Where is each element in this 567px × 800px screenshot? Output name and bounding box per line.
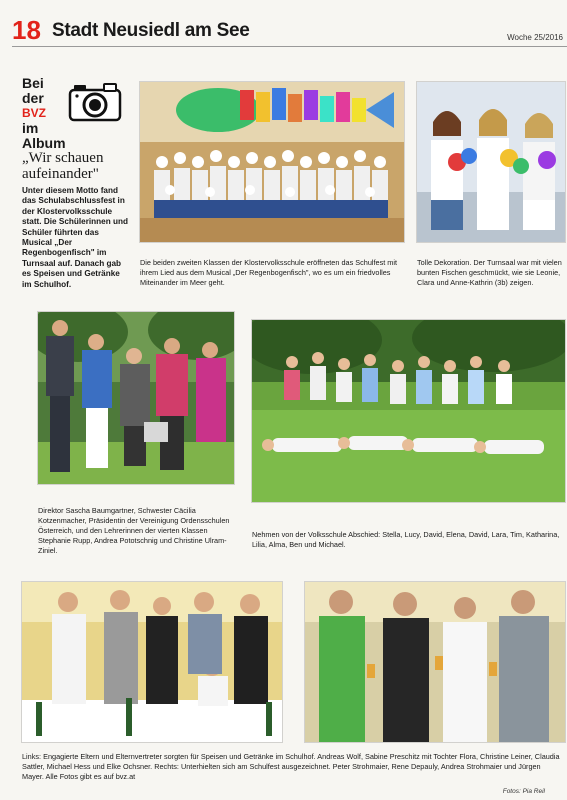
photo-lawn-kids	[252, 320, 565, 502]
header-rule	[12, 46, 567, 47]
headline-quote: „Wir schauen aufeinander"	[22, 150, 104, 182]
photo-parents	[22, 582, 282, 742]
bvz-brand: BVZ	[22, 106, 46, 120]
section-title: Stadt Neusiedl am See	[52, 20, 250, 41]
photo-strohmaier-group	[305, 582, 565, 742]
caption-stage: Die beiden zweiten Klassen der Klostervolksschule eröffneten das Schulfest mit ihrem Lied aus dem Musical „Der Regenbogenfisch", wo es um ein friedvolles Miteinander im Meer geht.	[140, 258, 398, 288]
album-heading-line2: der	[22, 90, 44, 106]
photo-officials	[38, 312, 234, 484]
camera-icon	[68, 82, 122, 122]
caption-bottom: Links: Engagierte Eltern und Elternvertreter sorgten für Speisen und Getränke im Schulhof. Andreas Wolf, Sabine Preschitz mit Tochter Flora, Christine Leiner, Claudia Sattler, Michael Hess und Elke Ochsner. Rechts: Unterhielten sich am Schulfest ausgezeichnet. Peter Strohmaier, Rene Depauly, Andrea Strohmaier und Jürgen Mayer. Alle Fotos gibt es auf bvz.at	[22, 752, 560, 782]
page-number: 18	[12, 15, 41, 45]
album-heading-line1: Bei	[22, 75, 44, 91]
album-heading-line4: im Album	[22, 120, 66, 151]
intro-text: Unter diesem Motto fand das Schulabschlussfest in der Klostervolksschule statt. Die Schülerinnen und Schüler führten das Musical „Der Regenbogenfisch" im Turnsaal auf. Danach gab es Speisen und Getränke im Schulhof.	[22, 186, 128, 289]
photo-credit: Fotos: Pia Reil	[502, 788, 545, 795]
issue-week: Woche 25/2016	[507, 33, 563, 42]
photo-girls-fish	[417, 82, 565, 242]
caption-officials: Direktor Sascha Baumgartner, Schwester Cäcilia Kotzenmacher, Präsidentin der Vereinigung Ordensschulen Österreich, und den Lehrerinnen der vierten Klassen Stephanie Rupp, Andrea Pototschnig und Christine Ulram-Ziniel.	[38, 506, 230, 556]
caption-lawn: Nehmen von der Volksschule Abschied: Stella, Lucy, David, Elena, David, Lara, Tim, Katharina, Lilia, Alma, Ben und Michael.	[252, 530, 560, 550]
photo-stage-group	[140, 82, 404, 242]
caption-girls: Tolle Dekoration. Der Turnsaal war mit vielen bunten Fischen geschmückt, wie sie Leonie, Clara und Anne-Kathrin (3b) zeigen.	[417, 258, 562, 288]
